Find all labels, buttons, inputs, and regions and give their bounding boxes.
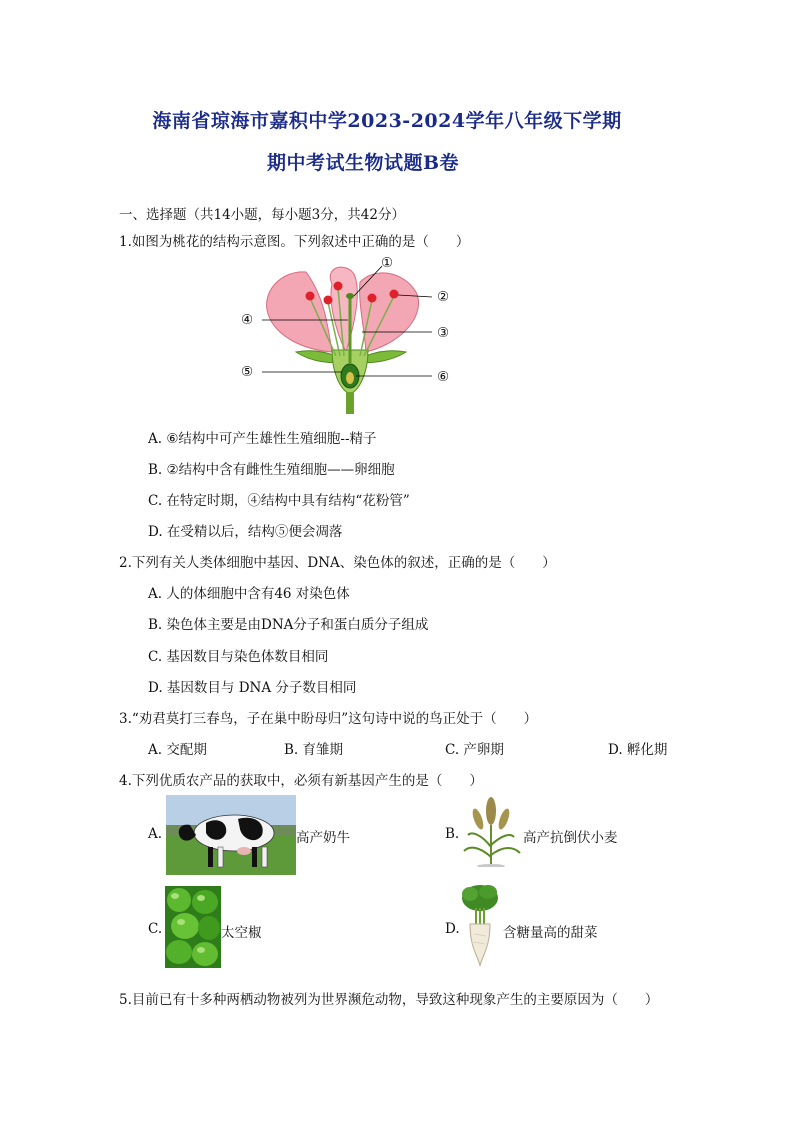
q1-option-b: B. ②结构中含有雌性生殖细胞——卵细胞: [148, 462, 395, 478]
wheat-image: [460, 795, 522, 867]
figure-label-4: ④: [241, 312, 254, 328]
q1-option-d: D. 在受精以后，结构⑤便会凋落: [148, 524, 343, 540]
question-1-stem: 1.如图为桃花的结构示意图。下列叙述中正确的是（ ）: [119, 234, 470, 250]
q4-option-b-letter: B.: [445, 826, 460, 842]
q1-option-a: A. ⑥结构中可产生雄性生殖细胞--精子: [148, 431, 377, 447]
question-4-stem: 4.下列优质农产品的获取中，必须有新基因产生的是（ ）: [119, 773, 483, 789]
q1-option-c: C. 在特定时期，④结构中具有结构“花粉管”: [148, 493, 410, 509]
q2-option-d: D. 基因数目与 DNA 分子数目相同: [148, 680, 357, 696]
section-heading: 一、选择题（共14小题，每小题3分，共42分）: [119, 207, 405, 223]
doc-title-line2: 期中考试生物试题B卷: [266, 152, 460, 174]
q4-option-b-label: 高产抗倒伏小麦: [523, 830, 618, 846]
q4-option-d-label: 含糖量高的甜菜: [503, 925, 598, 941]
q2-option-b: B. 染色体主要是由DNA分子和蛋白质分子组成: [148, 617, 429, 633]
cow-image: [166, 795, 296, 875]
q3-option-a: A. 交配期: [148, 742, 207, 758]
q4-option-a-letter: A.: [148, 826, 163, 842]
q2-option-a: A. 人的体细胞中含有46 对染色体: [148, 586, 350, 602]
figure-label-6: ⑥: [437, 369, 450, 385]
q3-option-b: B. 育雏期: [284, 742, 344, 758]
beet-image: [460, 884, 500, 968]
peach-flower-diagram: [236, 252, 458, 414]
q4-option-c-letter: C.: [148, 921, 163, 937]
figure-label-3: ③: [437, 325, 450, 341]
question-5-stem: 5.目前已有十多种两栖动物被列为世界濒危动物，导致这种现象产生的主要原因为（ ）: [119, 992, 659, 1008]
figure-label-5: ⑤: [241, 364, 254, 380]
q4-option-c-label: 太空椒: [221, 925, 262, 941]
figure-label-1: ①: [381, 255, 394, 271]
question-2-stem: 2.下列有关人类体细胞中基因、DNA、染色体的叙述，正确的是（ ）: [119, 555, 556, 571]
q4-option-d-letter: D.: [445, 921, 460, 937]
doc-title-line1: 海南省琼海市嘉积中学2023-2024学年八年级下学期: [152, 110, 622, 132]
question-3-stem: 3.“劝君莫打三春鸟，子在巢中盼母归”这句诗中说的鸟正处于（ ）: [119, 711, 538, 727]
q3-option-c: C. 产卵期: [445, 742, 504, 758]
q4-option-a-label: 高产奶牛: [296, 830, 350, 846]
figure-label-2: ②: [437, 289, 450, 305]
pepper-image: [165, 886, 221, 968]
q2-option-c: C. 基因数目与染色体数目相同: [148, 649, 329, 665]
q3-option-d: D. 孵化期: [608, 742, 668, 758]
